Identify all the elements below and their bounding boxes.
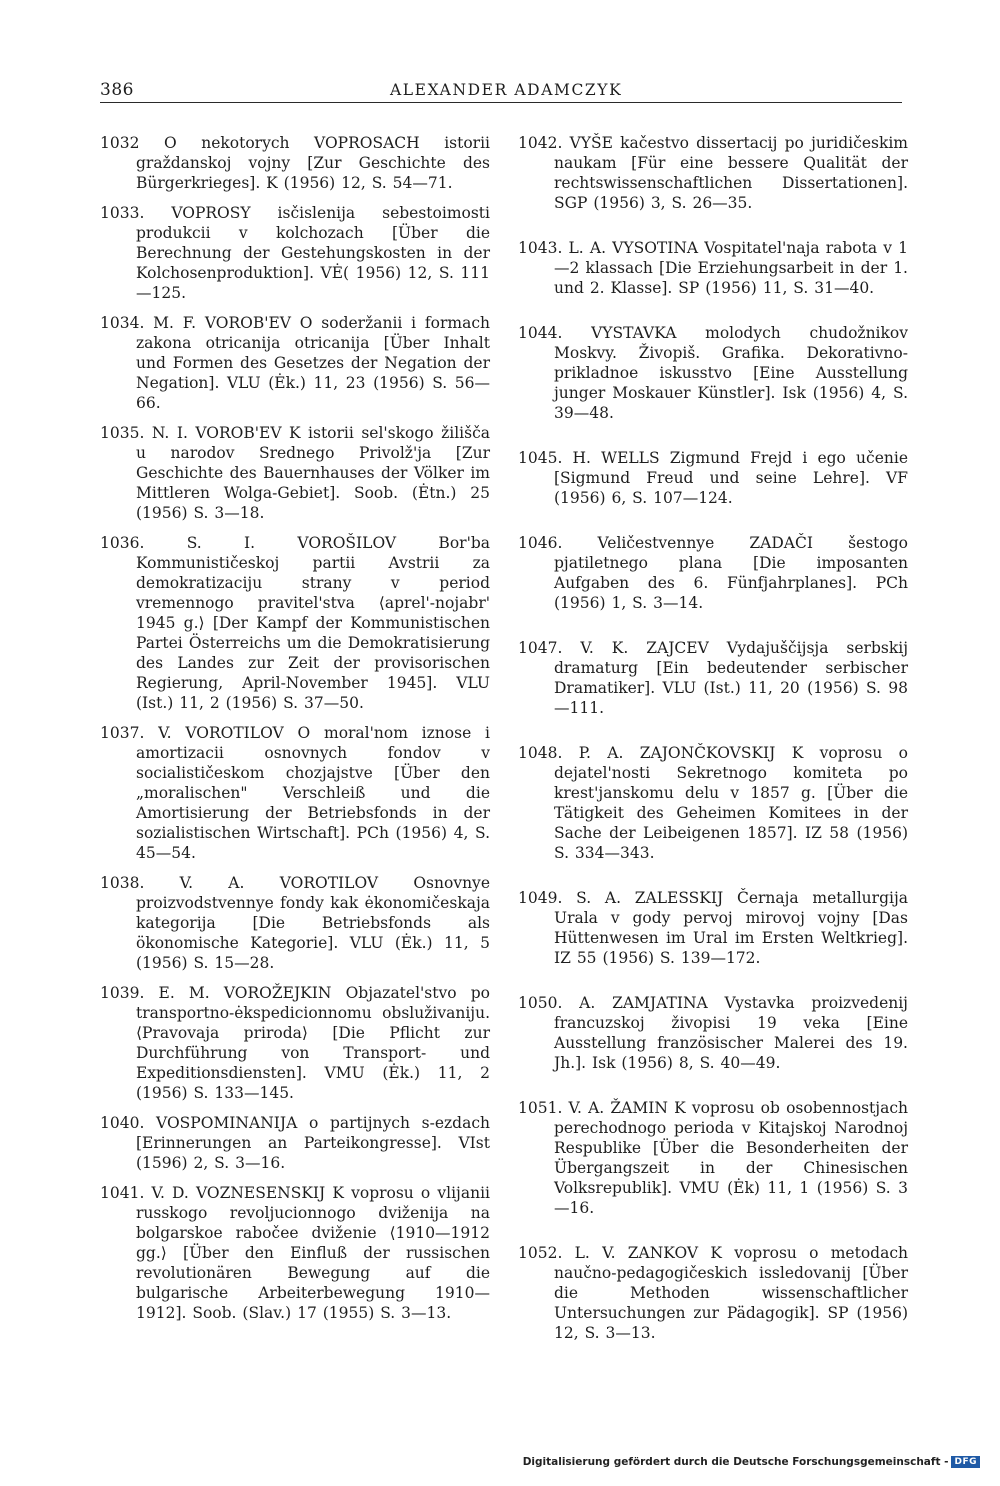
bibliography-entry-1038: 1038. V. A. VOROTILOV Osnovnye proizvodstvennye fondy kak ėkonomičeskaja kategorija [Die Betriebsfonds als ökonomische Kategorie]. VLU (Ėk.) 11, 5 (1956) S. 15—28. [100,874,490,972]
bibliography-entry-1052: 1052. L. V. ZANKOV K voprosu o metodach naučno-pedagogičeskich issledovanij [Über die Methoden wissenschaftlicher Untersuchungen zur Pädagogik]. SP (1956) 12, S. 3—13. [518,1244,908,1342]
bibliography-entry-1044: 1044. VYSTAVKA molodych chudožnikov Moskvy. Živopiš. Grafika. Dekorativno-prikladnoe iskusstvo [Eine Ausstellung junger Moskauer Künstler]. Isk (1956) 4, S. 39—48. [518,324,908,422]
bibliography-entry-1043: 1043. L. A. VYSOTINA Vospitatel'naja rabota v 1—2 klassach [Die Erziehungsarbeit in der 1. und 2. Klasse]. SP (1956) 11, S. 31—40. [518,239,908,297]
digitization-footer [523,1456,980,1468]
bibliography-entry-1048: 1048. P. A. ZAJONČKOVSKIJ K voprosu o dejatel'nosti Sekretnogo komiteta po krest'janskomu delu v 1857 g. [Über die Tätigkeit des Geheimen Komitees in der Sache der Leibeigenen 1857]. IZ 58 (1956) S. 334—343. [518,744,908,862]
page-number: 386 [100,80,134,100]
bibliography-entry-1045: 1045. H. WELLS Zigmund Frejd i ego učenie [Sigmund Freud und seine Lehre]. VF (1956) 6, S. 107—124. [518,449,908,507]
bibliography-entry-1047: 1047. V. K. ZAJCEV Vydajuščijsja serbskij dramaturg [Ein bedeutender serbischer Dramatiker]. VLU (Ist.) 11, 20 (1956) S. 98—111. [518,639,908,717]
bibliography-entry-1046: 1046. Veličestvennye ZADAČI šestogo pjatiletnego plana [Die imposanten Aufgaben des 6. Fünfjahrplanes]. PCh (1956) 1, S. 3—14. [518,534,908,612]
bibliography-entry-1033: 1033. VOPROSY isčislenija sebestoimosti produkcii v kolchozach [Über die Berechnung der Gestehungskosten in der Kolchosenproduktion]. VĖ( 1956) 12, S. 111—125. [100,204,490,302]
bibliography-entry-1039: 1039. E. M. VOROŽEJKIN Objazatel'stvo po transportno-ėkspedicionnomu obsluživaniju. ⟨Pravovaja priroda⟩ [Die Pflicht zur Durchführung von Transport- und Expeditionsdiensten]. VMU (Ėk.) 11, 2 (1956) S. 133—145. [100,984,490,1102]
bibliography-entry-1034: 1034. M. F. VOROB'EV O soderžanii i formach zakona otricanija otricanija [Über Inhalt und Formen des Gesetzes der Negation der Negation]. VLU (Ėk.) 11, 23 (1956) S. 56—66. [100,314,490,412]
bibliography-entry-1032: 1032 O nekotorych VOPROSACH istorii graždanskoj vojny [Zur Geschichte des Bürgerkrieges]. K (1956) 12, S. 54—71. [100,134,490,192]
bibliography-entry-1050: 1050. A. ZAMJATINA Vystavka proizvedenij francuzskoj živopisi 19 veka [Eine Ausstellung französischer Malerei des 19. Jh.]. Isk (1956) 8, S. 40—49. [518,994,908,1072]
footer-text: Digitalisierung gefördert durch die Deutsche Forschungsgemeinschaft - [522,1456,949,1468]
bibliography-entry-1036: 1036. S. I. VOROŠILOV Bor'ba Kommunističeskoj partii Avstrii za demokratizaciju strany v period vremennogo pravitel'stva ⟨aprel'-nojabr' 1945 g.⟩ [Der Kampf der Kommunistischen Partei Österreichs um die Demokratisierung des Landes zur Zeit der provisorischen Regierung, April-November 1945]. VLU (Ist.) 11, 2 (1956) S. 37—50. [100,534,490,712]
bibliography-entry-1035: 1035. N. I. VOROB'EV K istorii sel'skogo žilišča u narodov Srednego Privolž'ja [Zur Geschichte des Bauernhauses der Völker im Mittleren Wolga-Gebiet]. Soob. (Ėtn.) 25 (1956) S. 3—18. [100,424,490,522]
right-column [518,133,908,1368]
left-column [100,133,490,1333]
bibliography-entry-1037: 1037. V. VOROTILOV O moral'nom iznose i amortizacii osnovnych fondov v socialističeskom chozjajstve [Über den „moralischen" Verschleiß und die Amortisierung der Betriebsfonds in der sozialistischen Wirtschaft]. PCh (1956) 4, S. 45—54. [100,724,490,862]
page-header [100,80,902,103]
bibliography-entry-1049: 1049. S. A. ZALESSKIJ Černaja metallurgija Urala v gody pervoj mirovoj vojny [Das Hüttenwesen im Ural im Ersten Weltkrieg]. IZ 55 (1956) S. 139—172. [518,889,908,967]
bibliography-entry-1040: 1040. VOSPOMINANIJA o partijnych s-ezdach [Erinnerungen an Parteikongresse]. VIst (1596) 2, S. 3—16. [100,1114,490,1172]
bibliography-entry-1041: 1041. V. D. VOZNESENSKIJ K voprosu o vlijanii russkogo revoljucionnogo dviženija na bolgarskoe rabočee dviženie ⟨1910—1912 gg.⟩ [Über den Einfluß der russischen revolutionären Bewegung auf die bulgarische Arbeiterbewegung 1910—1912]. Soob. (Slav.) 17 (1955) S. 3—13. [100,1184,490,1322]
dfg-logo: DFG [951,1456,980,1468]
bibliography-entry-1051: 1051. V. A. ŽAMIN K voprosu ob osobennostjach perechodnogo perioda v Kitajskoj Narodnoj Respublike [Über die Besonderheiten der Übergangszeit in der Chinesischen Volksrepublik]. VMU (Ėk) 11, 1 (1956) S. 3—16. [518,1099,908,1217]
running-head: ALEXANDER ADAMCZYK [390,81,623,99]
bibliography-entry-1042: 1042. VYŠE kačestvo dissertacij po juridičeskim naukam [Für eine bessere Qualität der rechtswissenschaftlichen Dissertationen]. SGP (1956) 3, S. 26—35. [518,134,908,212]
